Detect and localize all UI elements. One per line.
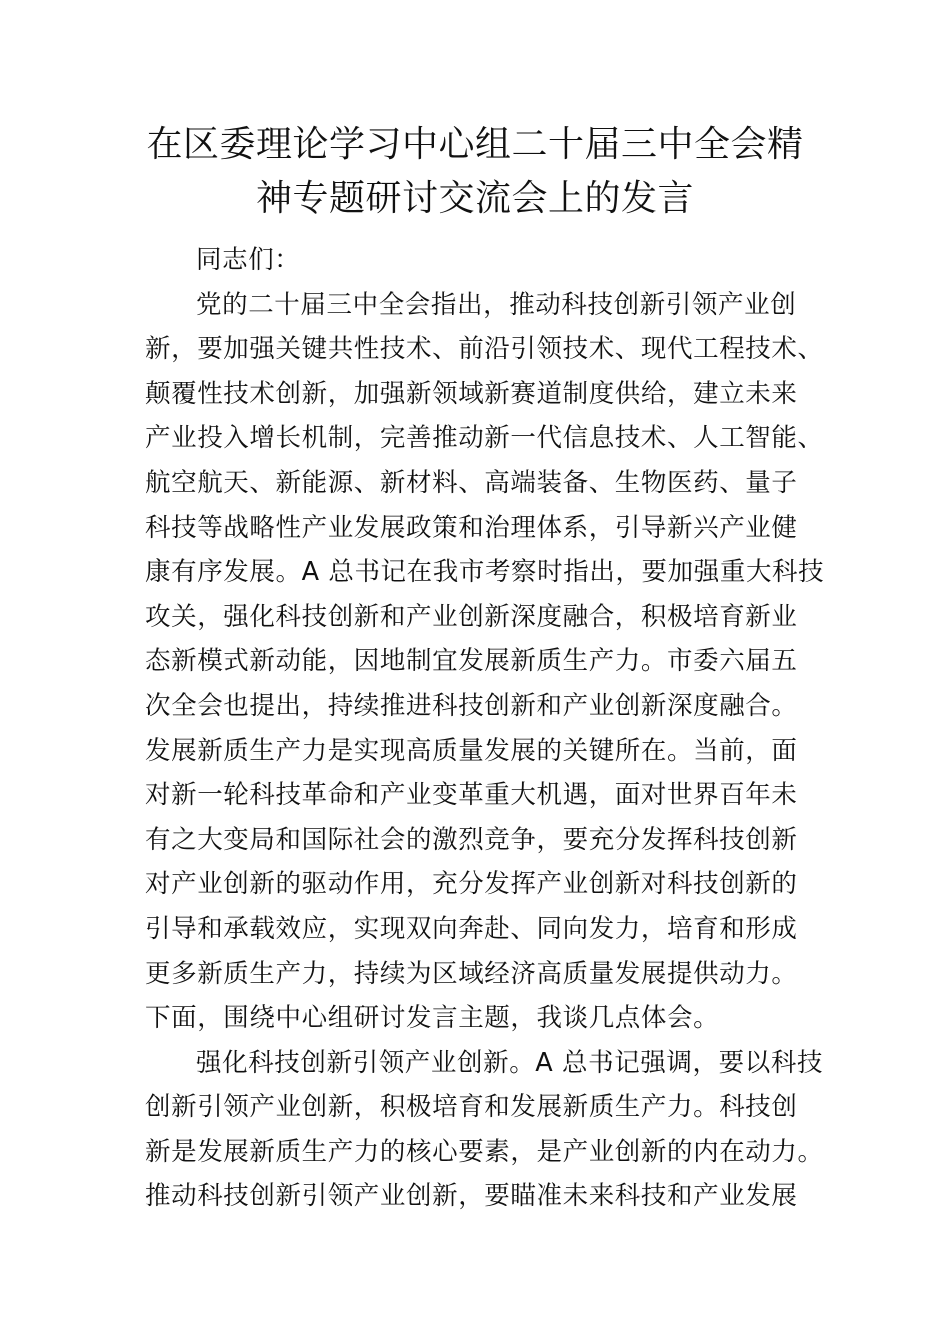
body-line: 攻关，强化科技创新和产业创新深度融合，积极培育新业: [145, 601, 798, 632]
body-line: 颠覆性技术创新，加强新领域新赛道制度供给，建立未来: [145, 378, 798, 409]
body-line: 同志们：: [196, 245, 301, 275]
title-line-1: 在区委理论学习中心组二十届三中全会精: [146, 124, 804, 165]
body-line: 更多新质生产力，持续为区域经济高质量发展提供动力。: [145, 958, 798, 989]
body-line: 新是发展新质生产力的核心要素，是产业创新的内在动力。: [145, 1136, 824, 1167]
body-line: 康有序发展。A 总书记在我市考察时指出，要加强重大科技: [145, 557, 825, 588]
body-line: 下面，围绕中心组研讨发言主题，我谈几点体会。: [145, 1003, 720, 1034]
body-line: 对产业创新的驱动作用，充分发挥产业创新对科技创新的: [145, 869, 798, 900]
body-line: 创新引领产业创新，积极培育和发展新质生产力。科技创: [145, 1092, 798, 1123]
body-line: 发展新质生产力是实现高质量发展的关键所在。当前，面: [145, 735, 798, 766]
body-line: 态新模式新动能，因地制宜发展新质生产力。市委六届五: [145, 646, 798, 677]
body-line: 航空航天、新能源、新材料、高端装备、生物医药、量子: [145, 467, 798, 498]
body-line: 对新一轮科技革命和产业变革重大机遇，面对世界百年未: [145, 780, 798, 811]
body-line: 引导和承载效应，实现双向奔赴、同向发力，培育和形成: [145, 913, 798, 944]
body-line: 产业投入增长机制，完善推动新一代信息技术、人工智能、: [145, 423, 824, 454]
body-line: 科技等战略性产业发展政策和治理体系，引导新兴产业健: [145, 512, 798, 543]
title-line-2: 神专题研讨交流会上的发言: [255, 178, 694, 219]
body-line: 次全会也提出，持续推进科技创新和产业创新深度融合。: [145, 690, 798, 721]
document-title: [120, 118, 830, 226]
body-line: 推动科技创新引领产业创新，要瞄准未来科技和产业发展: [145, 1181, 798, 1212]
document-body: [145, 238, 825, 1219]
body-line: 强化科技创新引领产业创新。A 总书记强调，要以科技: [196, 1047, 824, 1078]
body-line: 新，要加强关键共性技术、前沿引领技术、现代工程技术、: [145, 334, 824, 365]
body-line: 党的二十届三中全会指出，推动科技创新引领产业创: [196, 289, 797, 320]
body-line: 有之大变局和国际社会的激烈竞争，要充分发挥科技创新: [145, 824, 798, 855]
